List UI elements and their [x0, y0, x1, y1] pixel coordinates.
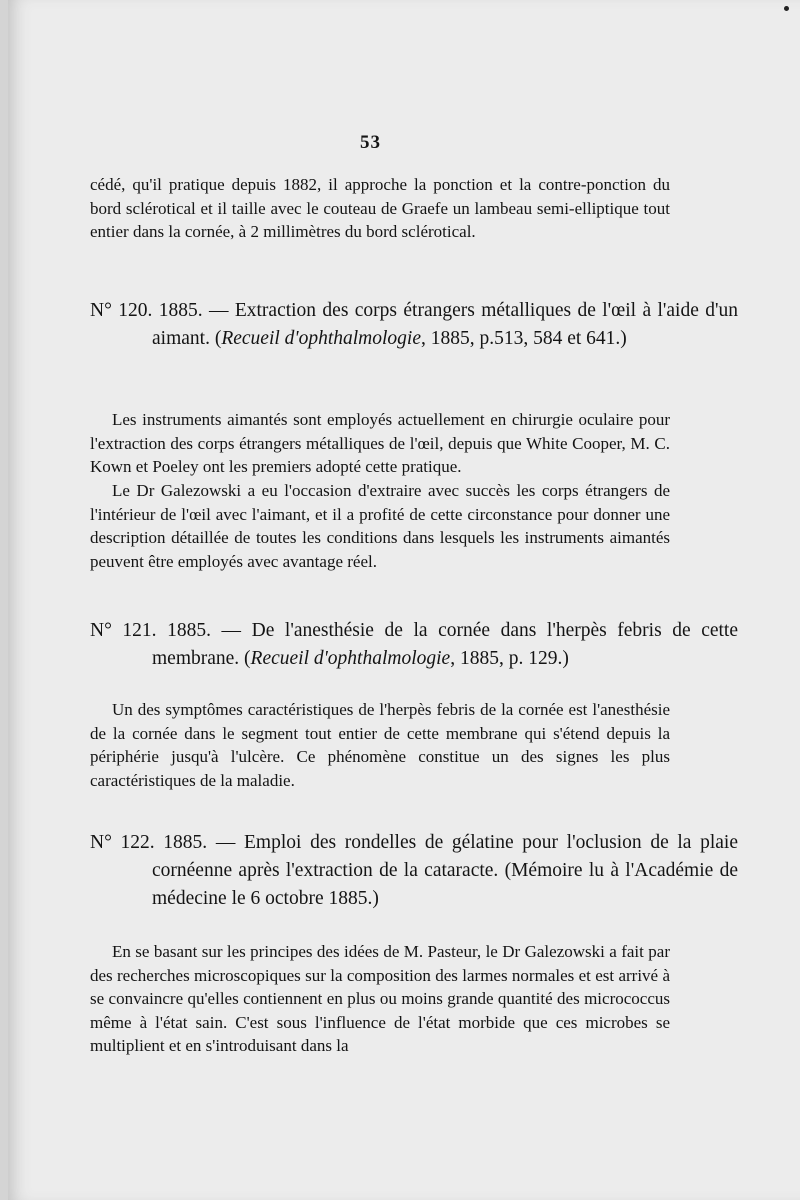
- journal-name: Recueil d'ophthalmologie: [221, 328, 421, 349]
- entry-title: Extraction des corps étrangers métalliques de l'œil à l'aide d'un aimant. (: [152, 300, 738, 349]
- entry-reference: , 1885, p.513, 584 et 641.): [420, 328, 627, 349]
- entry-number: N° 121. 1885.: [90, 620, 211, 641]
- entry-heading-121: [90, 617, 738, 673]
- entry-heading-120: [90, 297, 738, 353]
- entry-paragraph: Un des symptômes caractéristiques de l'herpès febris de la cornée est l'anesthésie de la cornée dans le segment tout entier de cette membrane qui s'étend depuis la périphérie jusqu'à l'ulcère. Ce phénomène constitue un des signes les plus caractéristiques de la maladie.: [90, 700, 670, 790]
- entry-paragraph: Le Dr Galezowski a eu l'occasion d'extraire avec succès les corps étrangers de l'intérieur de l'œil avec l'aimant, et il a profité de cette circonstance pour donner une description détaillée de toutes les conditions dans lesquels les instruments aimantés peuvent être employés avec avantage réel.: [90, 481, 670, 571]
- entry-dash: —: [211, 620, 252, 641]
- ink-speck: [784, 6, 789, 11]
- entry-heading-122: [90, 829, 738, 913]
- entry-paragraph: En se basant sur les principes des idées de M. Pasteur, le Dr Galezowski a fait par des recherches microscopiques sur la composition des larmes normales et est arrivé à se convaincre qu'elles contiennent en plus ou moins grande quantité des micrococcus même à l'état sain. C'est sous l'influence de l'état morbide que ces microbes se multiplient et en s'introduisant dans la: [90, 942, 670, 1055]
- entry-dash: —: [207, 832, 244, 853]
- entry-dash: —: [202, 300, 235, 321]
- entry-number: N° 122. 1885.: [90, 832, 208, 853]
- entry-reference: , 1885, p. 129.): [450, 648, 569, 669]
- entry-title: De l'anesthésie de la cornée dans l'herpès febris de cette membrane. (: [152, 620, 738, 669]
- entry-paragraph: Les instruments aimantés sont employés actuellement en chirurgie oculaire pour l'extraction des corps étrangers métalliques de l'œil, depuis que White Cooper, M. C. Kown et Poeley ont les premiers adopté cette pratique.: [90, 410, 670, 476]
- entry-number: N° 120. 1885.: [90, 300, 203, 321]
- opening-paragraph: cédé, qu'il pratique depuis 1882, il approche la ponction et la contre-ponction du bord sclérotical et il taille avec le couteau de Graefe un lambeau semi-elliptique tout entier dans la cornée, à 2 millimètres du bord sclérotical.: [90, 175, 670, 241]
- journal-name: Recueil d'ophthalmologie: [250, 648, 451, 669]
- page-number: 53: [360, 132, 381, 153]
- entry-title: Emploi des rondelles de gélatine pour l'oclusion de la plaie cornéenne après l'extraction de la cataracte. (Mémoire lu à l'Académie de médecine le 6 octobre 1885.): [152, 832, 738, 909]
